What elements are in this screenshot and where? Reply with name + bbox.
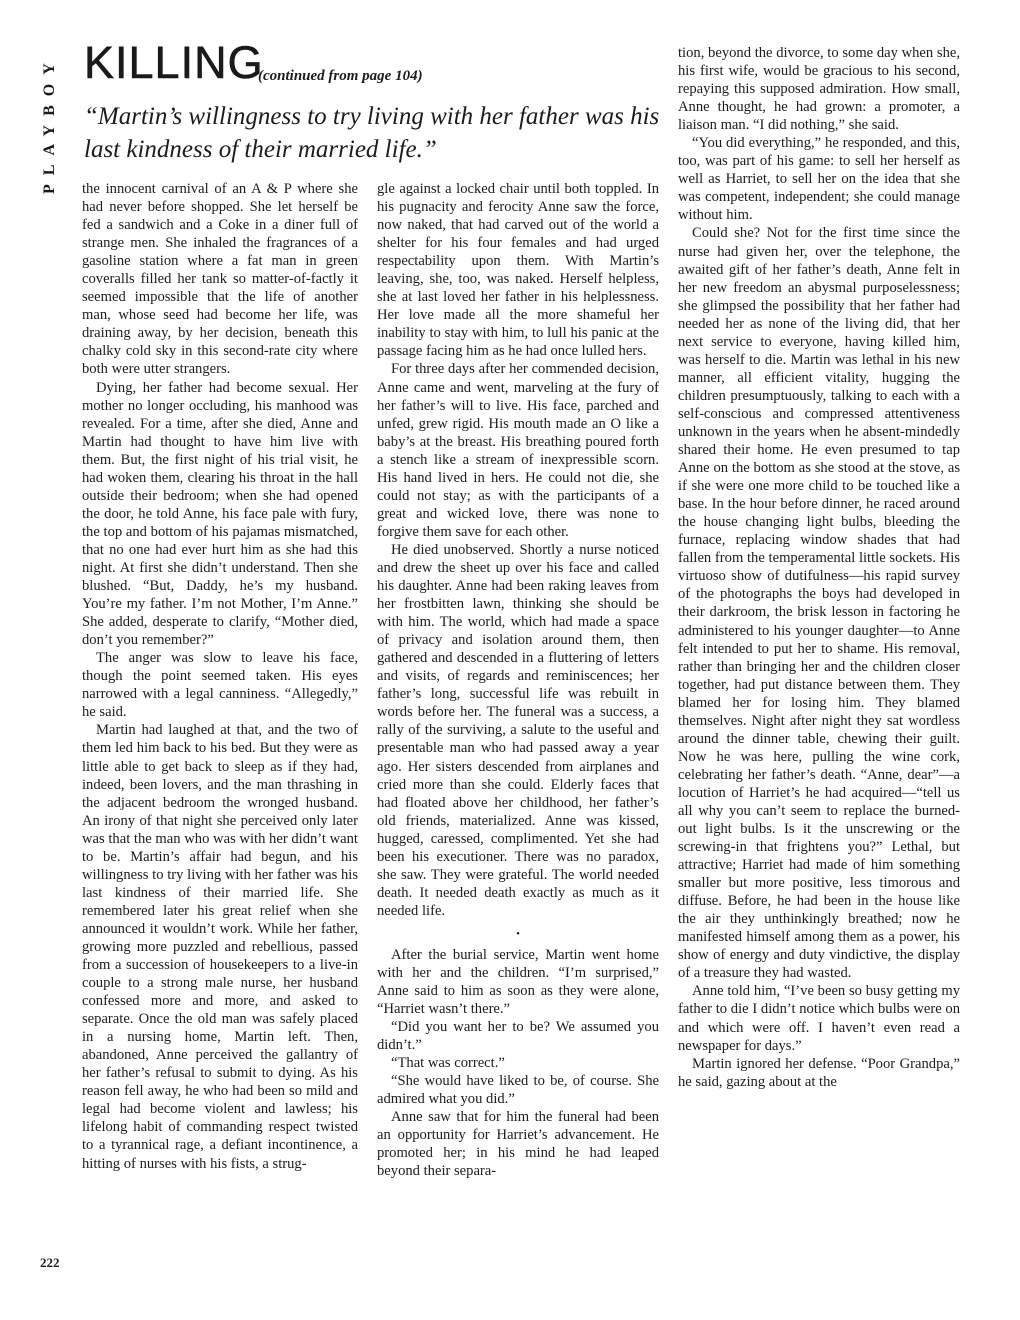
paragraph: tion, beyond the divorce, to some day when she, his first wife, would be gracious to his second, repaying this supposed admiration. How small, Anne thought, he had grown: a promoter, a liaison man. “I did nothing,” she said.	[678, 45, 960, 134]
pull-quote: “Martin’s willingness to try living with her father was his last kindness of their married life.”	[84, 103, 660, 163]
paragraph: the innocent carnival of an A & P where she had never before shopped. She let herself be fed a sandwich and a Coke in a diner full of strange men. She inhaled the fragrances of a gasoline station where a fat man in green coveralls filled her tank so matter-of-factly it seemed impossible that the life of another man, whose seed had become her life, was draining away, by her decision, beneath this chalky cold sky in this second-rate city where both were utter strangers.	[82, 181, 358, 378]
text-column-2	[377, 180, 659, 1181]
paragraph: Dying, her father had become sexual. Her mother no longer occluding, his manhood was revealed. For a time, after she died, Anne and Martin had thought to have him live with them. But, the first night of his trial visit, he had woken them, clearing his throat in the hall outside their bedroom; when she had opened the door, he told Anne, his face pale with fury, the top and bottom of his pajamas mismatched, that no one had ever hurt him as she had this night. At first she didn’t understand. Then she blushed. “But, Daddy, he’s my husband. You’re my father. I’m not Mother, I’m Anne.” She added, desperate to clarify, “Mother died, don’t you remember?”	[82, 379, 358, 649]
paragraph: Could she? Not for the first time since the nurse had given her, over the telephone, the awaited gift of her father’s death, Anne felt in her new freedom an abysmal purposelessness; she glimpsed the possibility that her father had needed her as none of the living did, that her next service to everyone, having killed him, was herself to die. Martin was lethal in his new manner, all efficient vitality, hugging the children presumptuously, talking to each with a self-conscious and compressed attentiveness unknown in the years when he absent-mindedly shared their home. He even presumed to tap Anne on the bottom as she stood at the stove, as if she were one more child to be touched like a base. In the hour before dinner, he raced around the house changing light bulbs, bleeding the furnace, replacing window shades that had fallen from the temperamental little sockets. His virtuoso show of dutifulness—his rapid survey of the photographs the boys had developed in their darkroom, the brisk lesson in factoring he administered to his younger daughter—to Anne felt intended to put her to shame. His removal, rather than bringing her and the children closer together, had put distance between them. They blamed her for losing him. They blamed themselves. Night after night they sat wordless around the dinner table, chewing their guilt. Now he was here, pulling the wine cork, celebrating her father’s death. “Anne, dear”—a locution of Harriet’s he had acquired—“tell us all why you can’t seem to replace the burned-out light bulbs. Is it the unscrewing or the screwing-in that frightens you?” Lethal, but attractive; Harriet had made of him something smaller but more positive, less timorous and diffuse. Before, he had been in the house like the air they unthinkingly breathed; now he manifested himself among them as a power, his show of energy and duty vindictive, the display of a treasure they had wasted.	[678, 225, 960, 982]
paragraph: He died unobserved. Shortly a nurse noticed and drew the sheet up over his face and called his daughter. Anne had been raking leaves from her frostbitten lawn, thinking she should be with him. The world, which had made a space of privacy and isolation around them, then gathered and descended in a fluttering of letters and visits, of regards and reminiscences; her father’s long, successful life was rebuilt in words before her. The funeral was a success, a rally of the surviving, a salute to the useful and presentable man who had passed away a year ago. Her sisters descended from airplanes and cried more than she could. Elderly faces that had floated above her childhood, her father’s old friends, materialized. Anne was kissed, hugged, caressed, complimented. Yet she had been his executioner. There was no paradox, she saw. They were grateful. The world needed death. It needed death exactly as much as it needed life.	[377, 541, 659, 919]
section-separator: •	[516, 927, 520, 940]
paragraph: For three days after her commended decision, Anne came and went, marveling at the fury of her father’s will to live. His face, parched and unfed, grew rigid. His mouth made an O like a baby’s at the breast. His breathing poured forth a stench like a stream of inexpressible scorn. His hand lived in hers. He could not die, she could not stay; as with the participants of a great and wicked love, there was none to forgive them save for each other.	[377, 361, 659, 540]
paragraph: gle against a locked chair until both toppled. In his pugnacity and ferocity Anne saw the force, now naked, that had carved out of the world a shelter for his four females and had urged respectability upon them. With Martin’s leaving, she, too, was naked. Herself helpless, she at last loved her father in his helplessness. Her love made all the more shameful her inability to stay with him, to lull his panic at the passage facing him as he had once lulled hers.	[377, 181, 659, 360]
paragraph: Anne told him, “I’ve been so busy getting my father to die I didn’t notice which bulbs were on and which were off. I haven’t even read a newspaper for days.”	[678, 983, 960, 1054]
paragraph: Martin ignored her defense. “Poor Grandpa,” he said, gazing about at the	[678, 1055, 960, 1090]
text-column-1	[82, 180, 358, 1173]
magazine-name: PLAYBOY	[41, 54, 58, 194]
paragraph: Martin had laughed at that, and the two of them led him back to his bed. But they were as little able to get back to sleep as if they had, indeed, been lovers, and the man thrashing in the adjacent bedroom the wronged husband. An irony of that night she perceived only later was that the man who was with her didn’t want to be. Martin’s affair had begun, and his willingness to try living with her father was his last kindness of their married life. She remembered later his great relief when she announced it wouldn’t work. While her father, growing more puzzled and rebellious, passed from a succession of housekeepers to a live-in couple to a strong male nurse, her husband confessed more and more, and asked to separate. Once the old man was safely placed in a nursing home, Martin left. Then, abandoned, Anne perceived the gallantry of her father’s refusal to submit to dying. As his reason fell away, he who had been so mild and legal had become violent and lawless; his lifelong habit of commanding respect twisted to a tyrannical rage, a defiant incontinence, a hitting of nurses with his fists, a strug-	[82, 722, 358, 1172]
paragraph: After the burial service, Martin went home with her and the children. “I’m surprised,” Anne said to him as soon as they were alone, “Harriet wasn’t there.”	[377, 946, 659, 1018]
article-headline: KILLING	[84, 37, 264, 88]
paragraph: Anne saw that for him the funeral had been an opportunity for Harriet’s advancement. He promoted her; in his mind he had leaped beyond their separa-	[377, 1109, 659, 1180]
paragraph: “That was correct.”	[391, 1055, 505, 1072]
text-column-3	[678, 44, 960, 1091]
paragraph: “You did everything,” he responded, and this, too, was part of his game: to sell her herself as well as Harriet, to sell her on the idea that she was competent, independent; she could manage without him.	[678, 135, 960, 224]
magazine-name-vertical	[16, 44, 76, 204]
page-number: 222	[40, 1255, 60, 1270]
paragraph: “Did you want her to be? We assumed you didn’t.”	[377, 1019, 659, 1054]
paragraph: “She would have liked to be, of course. She admired what you did.”	[377, 1073, 659, 1108]
continued-note: (continued from page 104)	[258, 68, 423, 84]
paragraph: The anger was slow to leave his face, though the point seemed taken. His eyes narrowed with a legal canniness. “Allegedly,” he said.	[82, 650, 358, 721]
